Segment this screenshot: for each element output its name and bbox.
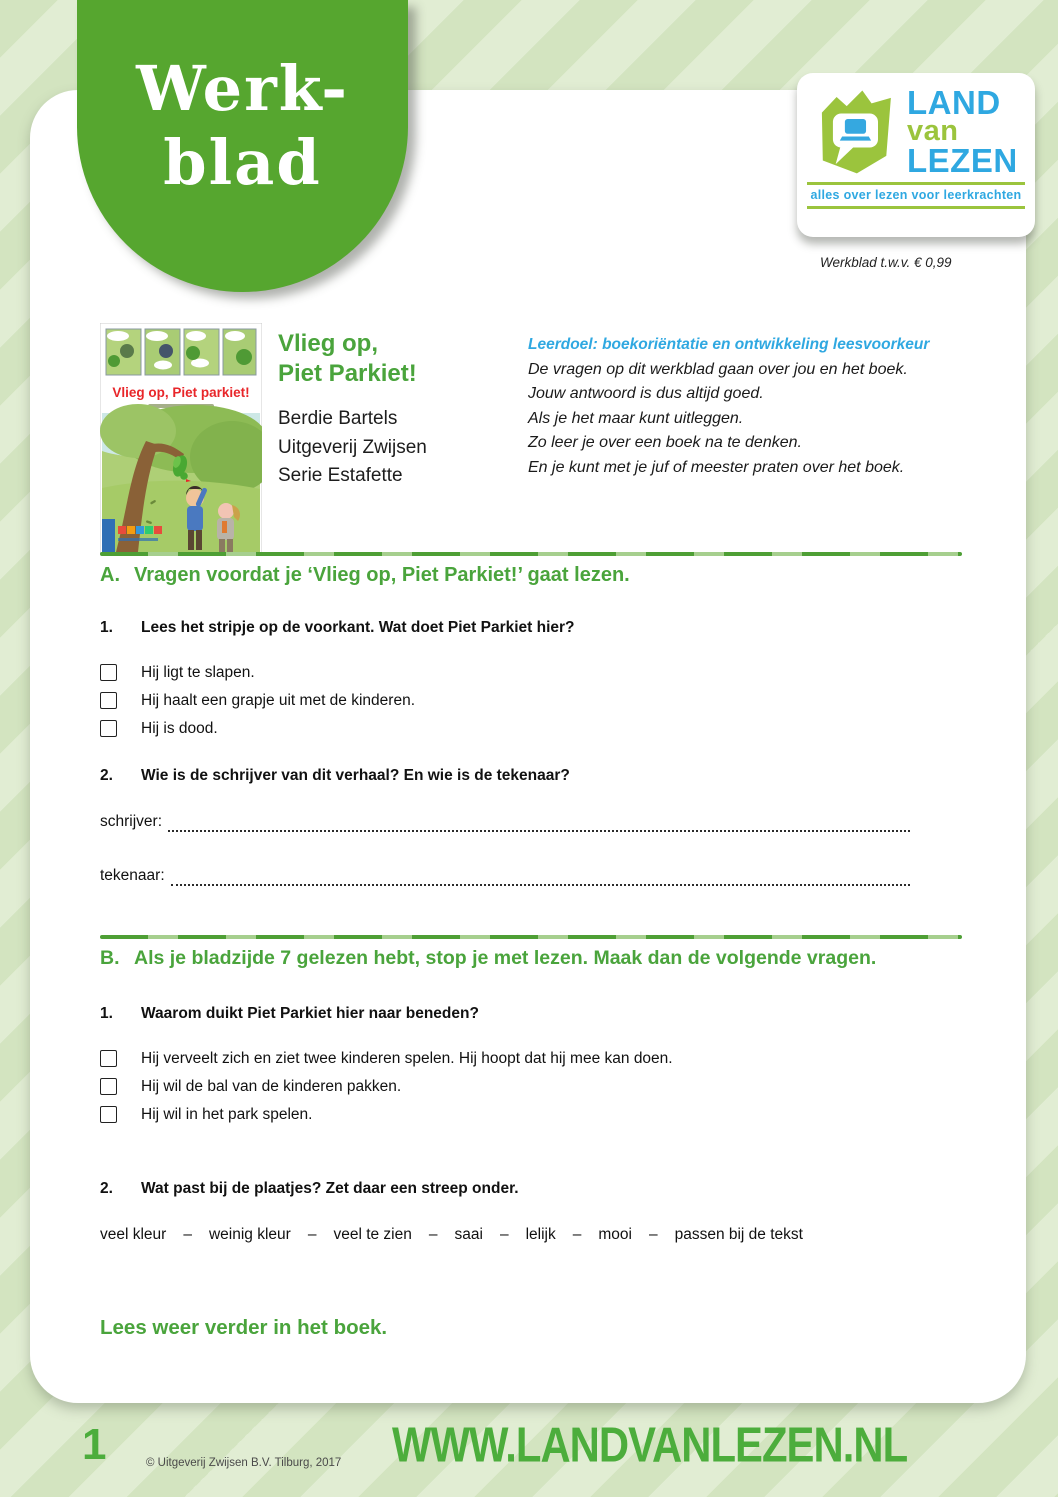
question-b2-text: Wat past bij de plaatjes? Zet daar een streep onder. [141,1180,519,1197]
question-a2-number: 2. [100,767,113,784]
answer-label: schrijver: [100,813,163,830]
leerdoel-line: En je kunt met je juf of meester praten over het boek. [528,458,905,476]
checkbox-b1-option1[interactable] [100,1050,117,1067]
section-b-title: Als je bladzijde 7 gelezen hebt, stop je met lezen. Maak dan de volgende vragen. [134,947,877,969]
copyright-text: © Uitgeverij Zwijsen B.V. Tilburg, 2017 [146,1457,342,1469]
badge-title-line1: Werk- [136,52,349,125]
leerdoel-heading: Leerdoel: boekoriëntatie en ontwikkeling leesvoorkeur [528,336,930,353]
answer-row-tekenaar [100,864,910,886]
leerdoel-line: Zo leer je over een boek na te denken. [528,434,802,451]
badge-title-line2: blad [163,126,322,199]
question-b1-text: Waarom duikt Piet Parkiet hier naar beneden? [141,1005,479,1022]
book-title-line1: Vlieg op, [278,330,379,357]
word-choice[interactable]: veel te zien [333,1226,412,1243]
option-label: Hij wil in het park spelen. [141,1106,313,1123]
word-separator: – [307,1226,317,1243]
book-title-line2: Piet Parkiet! [278,360,417,387]
logo-tagline: alles over lezen voor leerkrachten [807,182,1025,209]
option-row [100,1049,673,1069]
checkbox-a1-option2[interactable] [100,692,117,709]
answer-label: tekenaar: [100,867,165,884]
word-separator: – [183,1226,192,1243]
question-b2-number: 2. [100,1180,113,1197]
cover-title-text: Vlieg op, Piet parkiet! [112,385,250,400]
page-number: 1 [82,1420,107,1469]
option-row [100,691,415,711]
section-divider [100,935,962,939]
answer-line-schrijver[interactable] [168,812,910,832]
logo-word-land: LAND [907,83,1001,121]
section-b-heading [100,947,876,970]
leerdoel-block [528,333,973,480]
option-row [100,1105,312,1125]
word-separator: – [572,1226,582,1243]
option-row [100,1077,401,1097]
question-a2-text: Wie is de schrijver van dit verhaal? En wie is de tekenaar? [141,767,570,784]
section-a-label: A. [100,564,120,586]
logo-word-van: van [907,114,959,147]
book-publisher: Uitgeverij Zwijsen [278,436,427,458]
question-a2 [100,767,570,785]
question-b1 [100,1005,479,1023]
worksheet-card [30,90,1026,1403]
word-choice[interactable]: lelijk [525,1226,556,1243]
answer-row-schrijver [100,810,910,832]
website-url: WWW.LANDVANLEZEN.NL [392,1418,908,1473]
logo-word-lezen: LEZEN [907,141,1018,179]
option-label: Hij is dood. [141,720,218,737]
closing-instruction: Lees weer verder in het boek. [100,1316,388,1339]
word-separator: – [499,1226,509,1243]
word-choice[interactable]: passen bij de tekst [674,1226,803,1243]
leerdoel-line: Jouw antwoord is dus altijd goed. [528,385,764,402]
option-row [100,719,218,739]
word-choice[interactable]: mooi [598,1226,632,1243]
question-b2 [100,1180,519,1198]
checkbox-b1-option3[interactable] [100,1106,117,1123]
option-label: Hij ligt te slapen. [141,664,255,681]
answer-line-tekenaar[interactable] [171,866,910,886]
word-separator: – [428,1226,438,1243]
word-choice-row [100,1226,803,1244]
book-series: Serie Estafette [278,465,403,486]
word-separator: – [648,1226,658,1243]
question-b1-number: 1. [100,1005,113,1022]
section-a-heading [100,564,630,587]
book-title [278,329,417,389]
option-label: Hij wil de bal van de kinderen pakken. [141,1078,402,1095]
book-meta [278,405,427,491]
word-choice[interactable]: veel kleur [100,1226,167,1243]
cover-illustration [100,404,262,553]
laptop-icon [845,119,866,134]
option-row [100,663,255,683]
question-a1 [100,619,575,637]
section-divider [100,552,962,556]
question-a1-text: Lees het stripje op de voorkant. Wat doet Piet Parkiet hier? [141,619,575,636]
section-a-title: Vragen voordat je ‘Vlieg op, Piet Parkiet!’ gaat lezen. [134,564,630,586]
word-choice[interactable]: saai [454,1226,483,1243]
leerdoel-line: De vragen op dit werkblad gaan over jou en het boek. [528,360,908,378]
checkbox-b1-option2[interactable] [100,1078,117,1095]
option-label: Hij haalt een grapje uit met de kinderen. [141,692,415,709]
book-cover-image [100,323,262,554]
land-van-lezen-logo [797,73,1035,237]
checkbox-a1-option1[interactable] [100,664,117,681]
section-b-label: B. [100,947,120,969]
word-choice[interactable]: weinig kleur [208,1226,291,1243]
book-author: Berdie Bartels [278,408,398,429]
logo-top [797,73,1035,179]
checkbox-a1-option3[interactable] [100,720,117,737]
question-a1-number: 1. [100,619,113,636]
price-note: Werkblad t.w.v. € 0,99 [820,255,952,270]
option-label: Hij verveelt zich en ziet twee kinderen spelen. Hij hoopt dat hij mee kan doen. [141,1050,673,1067]
logo-wordmark [907,83,1018,179]
leerdoel-line: Als je het maar kunt uitleggen. [528,409,744,427]
book-speechbubble-icon [809,85,901,177]
